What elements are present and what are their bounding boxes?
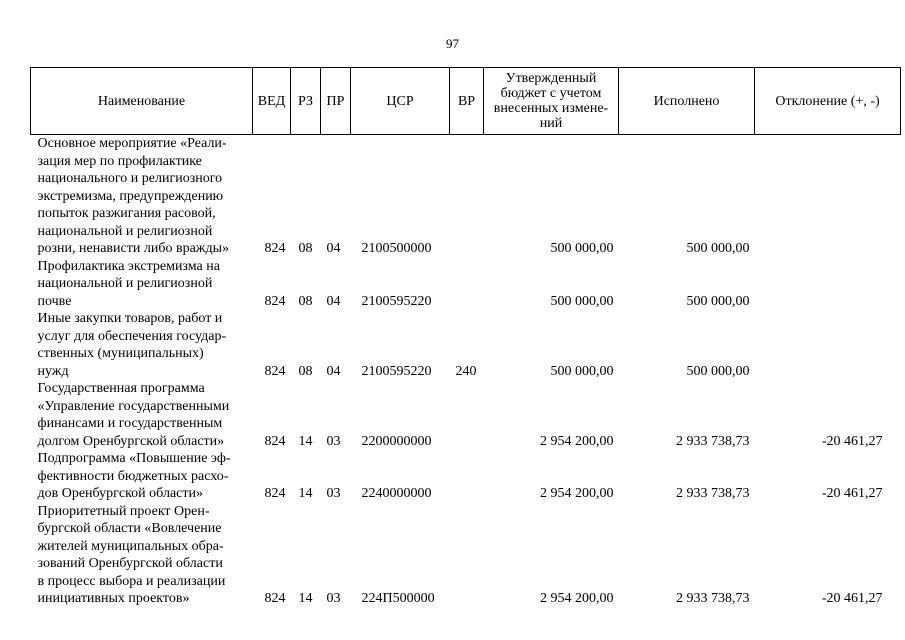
row-name: Основное мероприятие «Реали- зация мер по профилактике национального и религиозного экстремизма, предупреждению попыток разжигания расовой, национальной и религиозной розни, ненависти либо вражды»	[37, 136, 229, 256]
table-row	[31, 503, 901, 608]
row-executed: 500 000,00	[686, 363, 750, 379]
row-csr: 2100595220	[361, 293, 432, 309]
row-budget: 2 954 200,00	[540, 591, 614, 606]
row-rz: 08	[298, 363, 313, 379]
row-pr: 04	[326, 241, 341, 256]
row-ved: 824	[264, 293, 286, 309]
row-pr: 04	[326, 293, 341, 309]
row-deviation: -20 461,27	[821, 433, 883, 449]
row-csr: 2100500000	[361, 241, 432, 256]
row-rz: 08	[298, 241, 313, 256]
budget-table	[30, 67, 901, 608]
row-executed: 2 933 738,73	[676, 486, 750, 501]
row-pr: 03	[326, 433, 341, 449]
table-row	[31, 380, 901, 450]
row-ved: 824	[264, 486, 286, 501]
header-rz: РЗ	[291, 68, 321, 135]
row-name: Подпрограмма «Повышение эф- фективности бюджетных расхо- дов Оренбургской области»	[37, 451, 231, 501]
row-budget: 500 000,00	[550, 241, 614, 256]
table-row	[31, 450, 901, 503]
row-name: Государственная программа «Управление государственными финансами и государственным долгом Оренбургской области»	[37, 381, 230, 449]
row-ved: 824	[264, 363, 286, 379]
row-ved: 824	[264, 591, 286, 606]
row-name: Иные закупки товаров, работ и услуг для обеспечения государ- ственных (муниципальных) нужд	[37, 311, 227, 379]
row-csr: 2100595220	[361, 363, 432, 379]
header-deviation: Отклонение (+, -)	[755, 68, 901, 135]
row-budget: 2 954 200,00	[540, 486, 614, 501]
row-executed: 500 000,00	[686, 293, 750, 309]
header-executed: Исполнено	[619, 68, 755, 135]
table-row	[31, 135, 901, 258]
row-rz: 08	[298, 293, 313, 309]
row-deviation: -20 461,27	[821, 486, 883, 501]
row-vr	[450, 503, 484, 608]
row-vr	[450, 135, 484, 258]
row-budget: 500 000,00	[550, 363, 614, 379]
row-pr: 04	[326, 363, 341, 379]
row-rz: 14	[298, 433, 313, 449]
row-name: Профилактика экстремизма на национальной и религиозной почве	[37, 258, 220, 309]
row-budget: 2 954 200,00	[540, 433, 614, 449]
row-deviation	[755, 135, 901, 258]
row-csr: 2240000000	[361, 486, 432, 501]
row-vr	[450, 258, 484, 311]
header-name: Наименование	[31, 68, 253, 135]
row-rz: 14	[298, 591, 313, 606]
row-vr	[450, 380, 484, 450]
row-csr: 224П500000	[361, 591, 435, 606]
table-header-row	[31, 68, 901, 135]
row-rz: 14	[298, 486, 313, 501]
table-row	[31, 310, 901, 380]
header-vr: ВР	[450, 68, 484, 135]
row-vr: 240	[455, 363, 477, 379]
row-deviation: -20 461,27	[821, 591, 883, 606]
header-budget: Утвержденный бюджет с учетом внесенных измене-ний	[484, 68, 619, 135]
row-executed: 2 933 738,73	[676, 433, 750, 449]
header-pr: ПР	[321, 68, 351, 135]
row-executed: 500 000,00	[686, 241, 750, 256]
row-ved: 824	[264, 241, 286, 256]
row-deviation	[755, 258, 901, 311]
page-number: 97	[446, 36, 459, 51]
row-deviation	[755, 310, 901, 380]
header-csr: ЦСР	[351, 68, 450, 135]
row-budget: 500 000,00	[550, 293, 614, 309]
row-csr: 2200000000	[361, 433, 432, 449]
row-pr: 03	[326, 591, 341, 606]
row-pr: 03	[326, 486, 341, 501]
header-ved: ВЕД	[253, 68, 291, 135]
row-executed: 2 933 738,73	[676, 591, 750, 606]
table-row	[31, 258, 901, 311]
row-vr	[450, 450, 484, 503]
row-ved: 824	[264, 433, 286, 449]
row-name: Приоритетный проект Орен- бургской области «Вовлечение жителей муниципальных обра- зований Оренбургской области в процесс выбора и реализации инициативных проектов»	[37, 503, 226, 606]
